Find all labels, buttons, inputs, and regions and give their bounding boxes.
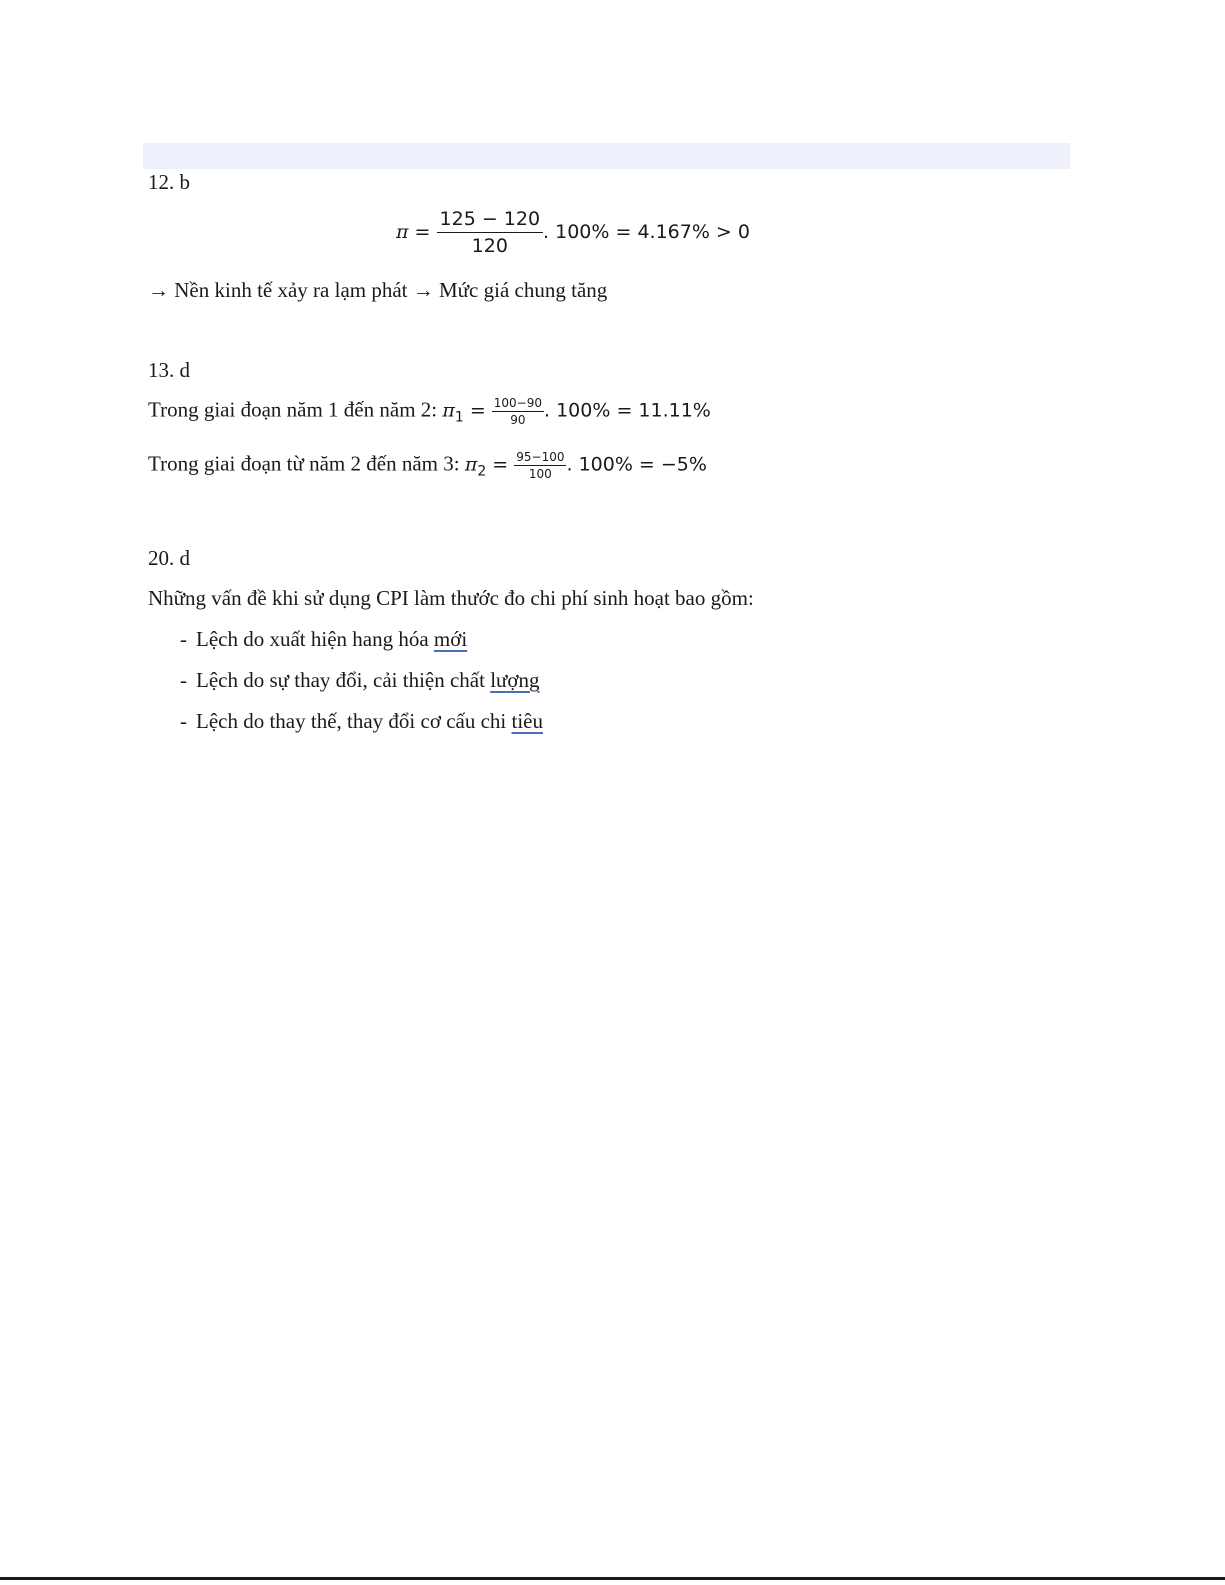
q12-fraction-denominator: 120 bbox=[471, 235, 508, 257]
q13-heading: 13. d bbox=[148, 358, 190, 382]
q12-formula-rhs: . 100% = 4.167% > 0 bbox=[543, 221, 750, 243]
highlight-band bbox=[143, 143, 1070, 169]
q13-line2-text: Trong giai đoạn từ năm 2 đến năm 3: bbox=[148, 451, 465, 476]
q12-formula-eq: = bbox=[414, 221, 431, 243]
q20-bullet-1-underlined: mới bbox=[433, 627, 468, 651]
q13-line2-subscript: 2 bbox=[477, 463, 487, 480]
q12-conclusion: → Nền kinh tế xảy ra lạm phát → Mức giá chung tăng bbox=[148, 278, 608, 302]
q20-bullet-2-underlined: lượng bbox=[490, 668, 540, 692]
q13-line1-subscript: 1 bbox=[454, 409, 464, 426]
q13-line2-eq: = bbox=[486, 453, 515, 476]
q13-line2-rhs: . 100% = −5% bbox=[566, 453, 707, 476]
q13-line1-numerator: 100−90 bbox=[493, 396, 543, 410]
q12-fraction bbox=[437, 206, 544, 259]
q20-bullet-1 bbox=[180, 626, 467, 652]
q13-line1-text: Trong giai đoạn năm 1 đến năm 2: bbox=[148, 397, 443, 422]
q20-bullet-2 bbox=[180, 667, 540, 693]
q13-line1-symbol: π bbox=[442, 399, 455, 422]
q12-formula bbox=[396, 206, 750, 259]
q20-bullet-3-text: Lệch do thay thế, thay đổi cơ cấu chi bbox=[196, 709, 512, 733]
q13-line1-rhs: . 100% = 11.11% bbox=[544, 399, 711, 422]
q12-fraction-numerator: 125 − 120 bbox=[439, 208, 541, 230]
q20-bullet-3-underlined: tiêu bbox=[511, 709, 543, 733]
q13-line2 bbox=[148, 450, 707, 484]
q20-bullet-3 bbox=[180, 708, 543, 734]
q20-bullet-2-text: Lệch do sự thay đổi, cải thiện chất bbox=[196, 668, 491, 692]
bullet-dash: - bbox=[180, 668, 187, 692]
bullet-dash: - bbox=[180, 709, 187, 733]
q20-heading: 20. d bbox=[148, 546, 190, 570]
q13-line2-fraction-bar bbox=[514, 465, 566, 466]
q12-heading: 12. b bbox=[148, 170, 190, 194]
q13-line2-numerator: 95−100 bbox=[516, 450, 565, 464]
q13-line1-fraction bbox=[492, 396, 544, 427]
bullet-dash: - bbox=[180, 627, 187, 651]
q13-line2-symbol: π bbox=[464, 453, 478, 476]
q13-line2-fraction bbox=[514, 450, 566, 481]
bottom-border bbox=[0, 1577, 1225, 1580]
q20-bullet-1-text: Lệch do xuất hiện hang hóa bbox=[196, 627, 434, 651]
q13-line1-fraction-bar bbox=[492, 411, 544, 412]
q20-intro: Những vấn đề khi sử dụng CPI làm thước đo chi phí sinh hoạt bao gồm: bbox=[148, 586, 754, 610]
q13-line1-eq: = bbox=[463, 399, 492, 422]
q12-formula-lhs: π bbox=[396, 221, 409, 243]
q13-line1-denominator: 90 bbox=[510, 413, 526, 427]
q13-line2-denominator: 100 bbox=[528, 467, 552, 481]
q13-line1 bbox=[148, 396, 711, 430]
